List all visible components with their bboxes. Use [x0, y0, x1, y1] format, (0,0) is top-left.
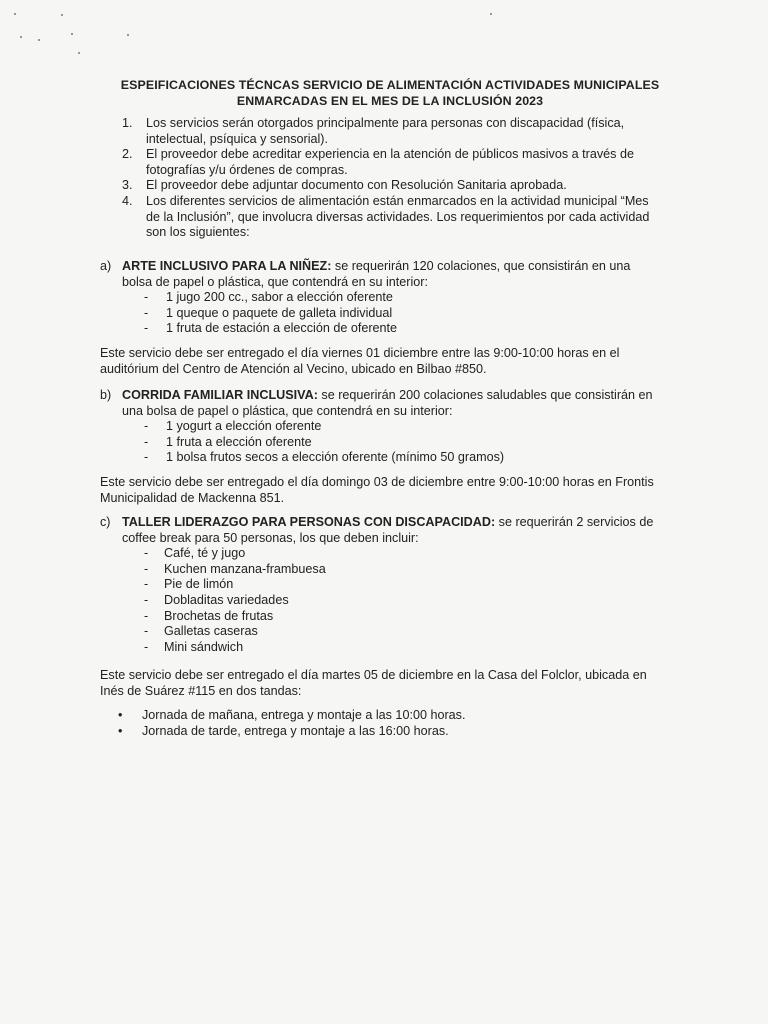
- requirement-item: [122, 147, 662, 178]
- section-letter: c): [100, 515, 111, 529]
- item-number: 3.: [122, 178, 133, 193]
- item-text: 1 fruta de estación a elección de oferente: [166, 321, 398, 336]
- scan-speck: [38, 39, 40, 41]
- section-title: TALLER LIDERAZGO PARA PERSONAS CON DISCAPACIDAD:: [122, 515, 496, 529]
- item-text: 1 yogurt a elección oferente: [166, 419, 322, 434]
- item-text: Galletas caseras: [164, 624, 258, 639]
- section-c: [100, 515, 660, 655]
- requirement-item: [122, 116, 662, 147]
- scan-speck: [14, 13, 16, 15]
- section-b-delivery: Este servicio debe ser entregado el día domingo 03 de diciembre entre 9:00-10:00 horas en Frontis Municipalidad de Mackenna 851.: [100, 475, 654, 505]
- section-a: [100, 259, 660, 337]
- list-item: [100, 577, 660, 593]
- dash-marker: -: [144, 434, 149, 449]
- requirement-item: [122, 178, 662, 194]
- section-letter: b): [100, 388, 112, 402]
- item-text: 1 queque o paquete de galleta individual: [166, 305, 393, 320]
- item-text: Los servicios serán otorgados principalmente para personas con discapacidad (física, intelectual, psíquica y sensorial).: [146, 116, 625, 146]
- scan-speck: [61, 14, 63, 16]
- dash-marker: -: [144, 321, 149, 336]
- item-text: Café, té y jugo: [164, 546, 246, 561]
- numbered-requirements: [122, 116, 662, 241]
- requirement-item: [122, 194, 662, 241]
- item-text: El proveedor debe adjuntar documento con Resolución Sanitaria aprobada.: [146, 178, 567, 193]
- section-description: se requerirán 200 colaciones saludables que consistirán en una bolsa de papel o plástica, que contendrá en su interior:: [122, 388, 653, 418]
- item-text: El proveedor debe acreditar experiencia en la atención de públicos masivos a través de fotografías y/u órdenes de compras.: [146, 147, 634, 177]
- item-text: Mini sándwich: [164, 639, 244, 654]
- item-text: Dobladitas variedades: [164, 592, 289, 607]
- section-title: CORRIDA FAMILIAR INCLUSIVA:: [122, 388, 318, 402]
- section-description: se requerirán 120 colaciones, que consistirán en una bolsa de papel o plástica, que contendrá en su interior:: [122, 259, 631, 289]
- list-item: [100, 640, 660, 656]
- list-item: [100, 609, 660, 625]
- dash-marker: -: [144, 639, 149, 654]
- scan-speck: [490, 13, 492, 15]
- list-item: [100, 624, 660, 640]
- item-number: 2.: [122, 147, 133, 162]
- title-line-2: ENMARCADAS EN EL MES DE LA INCLUSIÓN 2023: [236, 93, 544, 108]
- item-number: 1.: [122, 116, 133, 130]
- shift-item: [118, 708, 638, 724]
- section-b-items: [100, 419, 660, 466]
- scan-speck: [78, 52, 80, 54]
- section-a-items: [100, 290, 660, 337]
- list-item: [100, 593, 660, 609]
- dash-marker: -: [144, 305, 149, 320]
- scan-speck: [127, 34, 129, 36]
- section-a-delivery: Este servicio debe ser entregado el día viernes 01 diciembre entre las 9:00-10:00 horas en el auditórium del Centro de Atención al Vecino, ubicado en Bilbao #850.: [100, 346, 620, 376]
- section-letter: a): [100, 259, 112, 273]
- section-b-heading: [100, 388, 660, 419]
- title-line-1: ESPEIFICACIONES TÉCNCAS SERVICIO DE ALIMENTACIÓN ACTIVIDADES MUNICIPALES: [120, 78, 660, 92]
- list-item: [100, 290, 660, 306]
- dash-marker: -: [144, 624, 149, 639]
- section-c-delivery: Este servicio debe ser entregado el día martes 05 de diciembre en la Casa del Folclor, ubicada en Inés de Suárez #115 en dos tandas:: [100, 668, 647, 698]
- dash-marker: -: [144, 419, 149, 434]
- section-b: [100, 388, 660, 466]
- scan-speck: [20, 36, 22, 38]
- dash-marker: -: [144, 577, 149, 592]
- list-item: [100, 321, 660, 337]
- scan-speck: [71, 33, 73, 35]
- delivery-shifts: [118, 708, 638, 739]
- bullet-marker: •: [118, 723, 123, 738]
- section-title: ARTE INCLUSIVO PARA LA NIÑEZ:: [122, 259, 332, 273]
- item-text: Pie de limón: [164, 577, 234, 592]
- dash-marker: -: [144, 290, 149, 305]
- list-item: [100, 562, 660, 578]
- bullet-marker: •: [118, 708, 123, 722]
- item-text: Los diferentes servicios de alimentación están enmarcados en la actividad municipal “Mes de la Inclusión”, que involucra diversas actividades. Los requerimientos por cada actividad son los siguientes:: [146, 193, 650, 240]
- section-c-items: [100, 546, 660, 655]
- list-item: [100, 450, 660, 466]
- item-text: 1 bolsa frutos secos a elección oferente (mínimo 50 gramos): [166, 450, 505, 465]
- list-item: [100, 546, 660, 562]
- dash-marker: -: [144, 450, 149, 465]
- list-item: [100, 306, 660, 322]
- dash-marker: -: [144, 592, 149, 607]
- dash-marker: -: [144, 546, 149, 561]
- item-text: Kuchen manzana-frambuesa: [164, 561, 326, 576]
- shift-text: Jornada de mañana, entrega y montaje a las 10:00 horas.: [142, 708, 466, 722]
- section-description: se requerirán 2 servicios de coffee break para 50 personas, los que deben incluir:: [122, 515, 654, 545]
- item-number: 4.: [122, 193, 133, 208]
- document-title: [110, 78, 670, 109]
- list-item: [100, 419, 660, 435]
- section-a-heading: [100, 259, 660, 290]
- item-text: Brochetas de frutas: [164, 608, 274, 623]
- section-c-heading: [100, 515, 660, 546]
- dash-marker: -: [144, 561, 149, 576]
- dash-marker: -: [144, 608, 149, 623]
- shift-text: Jornada de tarde, entrega y montaje a las 16:00 horas.: [142, 723, 449, 738]
- item-text: 1 jugo 200 cc., sabor a elección oferente: [166, 290, 393, 305]
- list-item: [100, 435, 660, 451]
- shift-item: [118, 724, 638, 740]
- item-text: 1 fruta a elección oferente: [166, 434, 312, 449]
